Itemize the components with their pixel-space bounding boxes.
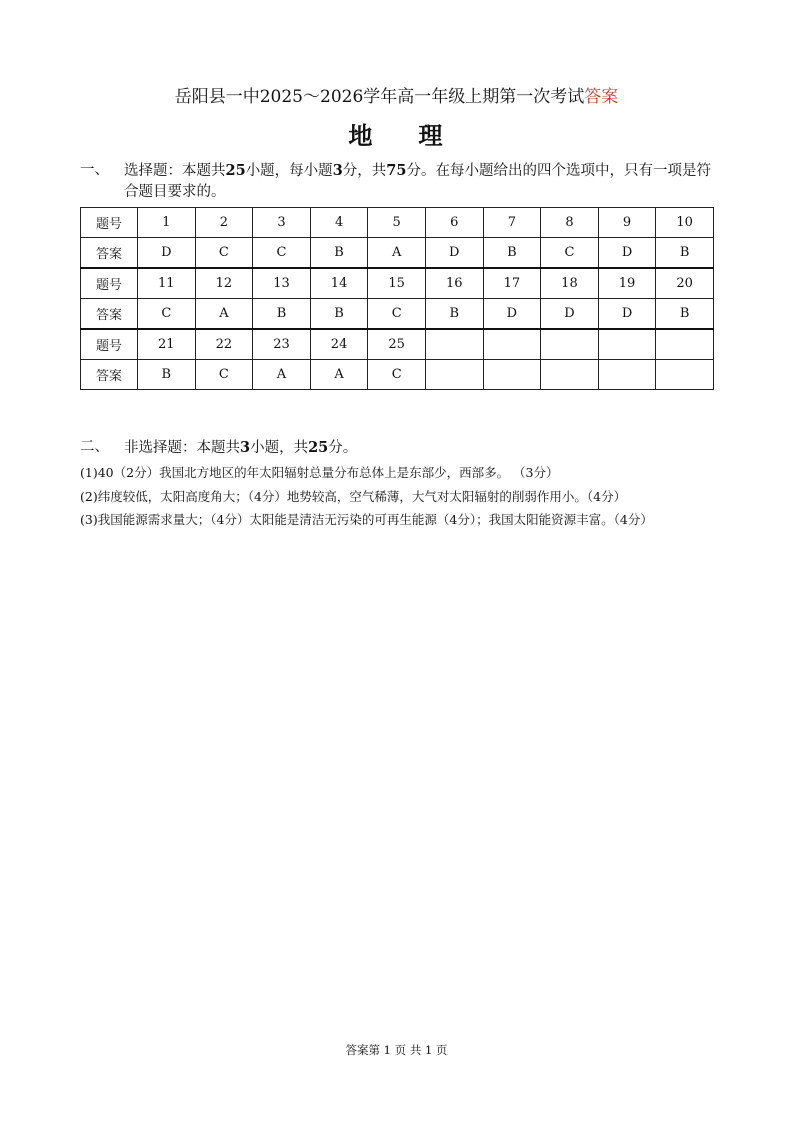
written-answers <box>80 461 760 532</box>
answer-label-cell: 答案 <box>81 238 138 269</box>
document-title <box>0 85 793 109</box>
section-1-text <box>124 160 720 203</box>
question-row <box>81 208 714 238</box>
question-number-cell: 11 <box>138 268 196 299</box>
subject-char-1: 地 <box>348 121 375 150</box>
answer-choice-cell: D <box>598 238 656 269</box>
question-number-cell: 18 <box>541 268 599 299</box>
section-2-number: 二、 <box>80 439 109 455</box>
answer-choice-cell <box>656 360 714 390</box>
answer-label-cell: 答案 <box>81 360 138 390</box>
question-row <box>81 329 714 360</box>
question-number-cell: 13 <box>253 268 311 299</box>
question-number-cell: 23 <box>253 329 311 360</box>
question-number-cell: 6 <box>425 208 483 238</box>
section-2-text-c: 分。 <box>328 440 358 456</box>
section-1-count: 25 <box>225 162 246 179</box>
question-label-cell: 题号 <box>81 329 138 360</box>
answer-choice-cell: C <box>368 299 426 330</box>
answer-table <box>80 207 714 390</box>
answer-choice-cell: D <box>541 299 599 330</box>
section-2-total: 25 <box>308 439 329 456</box>
question-number-cell: 5 <box>368 208 426 238</box>
question-label-cell: 题号 <box>81 208 138 238</box>
question-number-cell: 10 <box>656 208 714 238</box>
question-number-cell <box>425 329 483 360</box>
answer-row <box>81 299 714 330</box>
question-row <box>81 268 714 299</box>
answer-choice-cell: C <box>253 238 311 269</box>
question-number-cell: 1 <box>138 208 196 238</box>
answer-choice-cell: B <box>310 238 368 269</box>
answer-choice-cell: B <box>483 238 541 269</box>
answer-choice-cell: A <box>253 360 311 390</box>
question-number-cell: 8 <box>541 208 599 238</box>
section-2-heading <box>80 437 720 459</box>
answer-choice-cell: C <box>138 299 196 330</box>
question-number-cell: 17 <box>483 268 541 299</box>
answer-row <box>81 238 714 269</box>
answer-choice-cell <box>541 360 599 390</box>
question-number-cell: 16 <box>425 268 483 299</box>
section-1-text-b: 小题，每小题 <box>245 163 333 179</box>
section-1-number: 一、 <box>80 162 109 178</box>
question-number-cell: 7 <box>483 208 541 238</box>
answer-choice-cell <box>425 360 483 390</box>
answer-choice-cell: D <box>483 299 541 330</box>
question-label-cell: 题号 <box>81 268 138 299</box>
question-number-cell: 21 <box>138 329 196 360</box>
question-number-cell: 19 <box>598 268 656 299</box>
answer-choice-cell: B <box>656 238 714 269</box>
answer-choice-cell: A <box>195 299 253 330</box>
question-number-cell: 2 <box>195 208 253 238</box>
answer-choice-cell: C <box>195 360 253 390</box>
answer-choice-cell: A <box>310 360 368 390</box>
section-1-points-each: 3 <box>332 162 343 179</box>
section-1-heading <box>80 160 720 203</box>
answer-choice-cell: C <box>368 360 426 390</box>
answer-choice-cell: C <box>195 238 253 269</box>
section-1-total: 75 <box>386 162 407 179</box>
section-1-text-a: 选择题：本题共 <box>124 163 226 179</box>
answer-line-2: (2)纬度较低，太阳高度角大；（4分）地势较高，空气稀薄，大气对太阳辐射的削弱作用小。（4分） <box>80 488 627 504</box>
question-number-cell: 15 <box>368 268 426 299</box>
answer-choice-cell: B <box>253 299 311 330</box>
section-2-count: 3 <box>240 439 251 456</box>
question-number-cell: 20 <box>656 268 714 299</box>
question-number-cell: 12 <box>195 268 253 299</box>
section-2-text <box>124 437 720 459</box>
page-footer: 答案第 1 页 共 1 页 <box>345 1043 448 1057</box>
question-number-cell: 4 <box>310 208 368 238</box>
question-number-cell: 3 <box>253 208 311 238</box>
section-2-text-b: 小题，共 <box>250 440 309 456</box>
question-number-cell: 25 <box>368 329 426 360</box>
answer-line-1: (1)40（2分）我国北方地区的年太阳辐射总量分布总体上是东部少，西部多。 （3分） <box>80 465 559 480</box>
title-accent: 答案 <box>584 87 619 107</box>
answer-choice-cell <box>483 360 541 390</box>
section-1-text-c: 分，共 <box>342 163 387 179</box>
section-1-text-d: 分。在每小题给出的四个选项中，只有一项是符合题目要求的。 <box>124 163 711 200</box>
answer-row <box>81 360 714 390</box>
answer-choice-cell: B <box>138 360 196 390</box>
title-main: 岳阳县一中2025～2026学年高一年级上期第一次考试 <box>174 87 585 107</box>
question-number-cell: 14 <box>310 268 368 299</box>
question-number-cell <box>598 329 656 360</box>
question-number-cell: 24 <box>310 329 368 360</box>
answer-choice-cell: B <box>656 299 714 330</box>
question-number-cell <box>656 329 714 360</box>
answer-choice-cell: A <box>368 238 426 269</box>
section-2-text-a: 非选择题：本题共 <box>124 440 240 456</box>
question-number-cell <box>541 329 599 360</box>
answer-choice-cell: D <box>425 238 483 269</box>
question-number-cell: 22 <box>195 329 253 360</box>
answer-choice-cell: D <box>138 238 196 269</box>
answer-choice-cell: C <box>541 238 599 269</box>
answer-line-3: (3)我国能源需求量大；（4分）太阳能是清洁无污染的可再生能源（4分）；我国太阳能资源丰富。（4分） <box>80 512 653 527</box>
question-number-cell <box>483 329 541 360</box>
question-number-cell: 9 <box>598 208 656 238</box>
answer-label-cell: 答案 <box>81 299 138 330</box>
subject-char-2: 理 <box>418 121 445 150</box>
subject-heading <box>0 120 793 152</box>
answer-choice-cell: D <box>598 299 656 330</box>
answer-choice-cell: B <box>310 299 368 330</box>
answer-choice-cell <box>598 360 656 390</box>
answer-choice-cell: B <box>425 299 483 330</box>
